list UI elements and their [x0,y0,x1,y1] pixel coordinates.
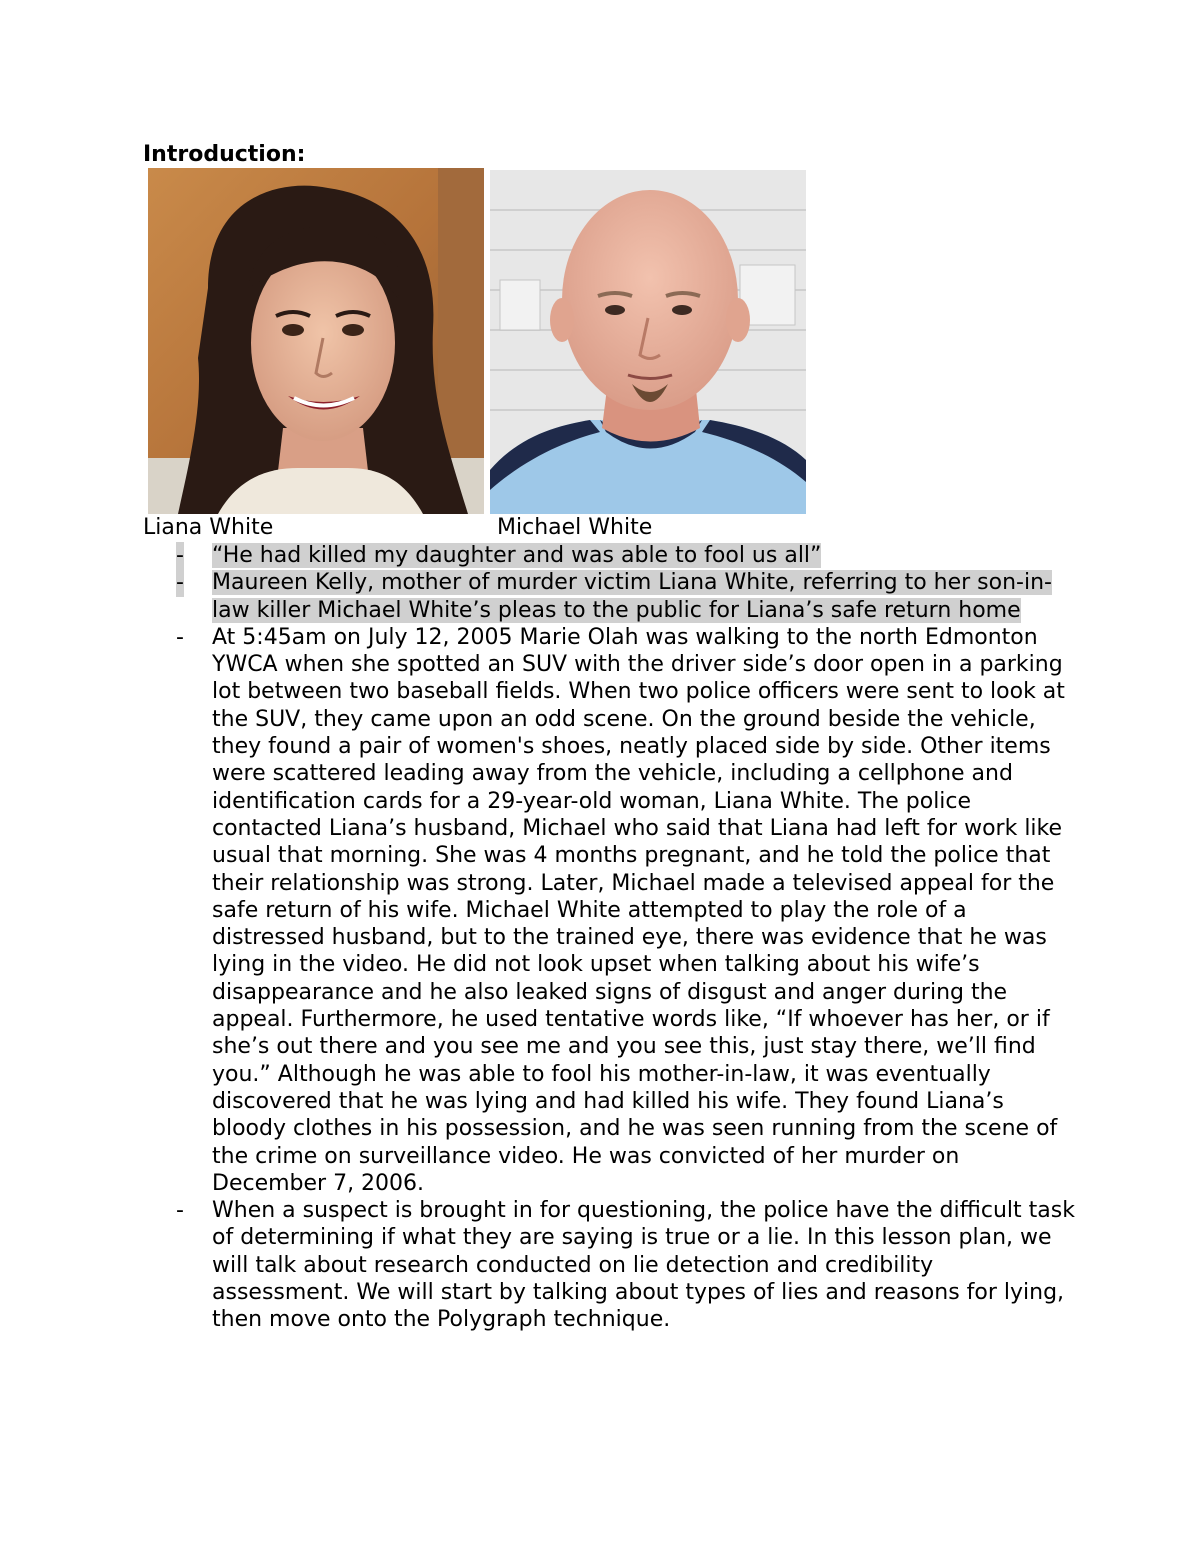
bullet-dash: - [176,624,184,650]
liana-white-photo [148,168,484,514]
bullet-dash: - [176,543,184,568]
liana-white-caption: Liana White [143,515,274,540]
portrait-photo-icon [490,170,806,514]
bullet-dash: - [176,1198,184,1224]
lesson-overview-paragraph: When a suspect is brought in for questioning, the police have the difficult task of determining if what they are saying is true or a lie. In this lesson plan, we will talk about research conducted on lie detection and credibility assessment. We will start by talking about types of lies and reasons for lying, then move onto the Polygraph technique. [212,1198,1075,1333]
michael-white-caption: Michael White [497,515,653,540]
case-summary-paragraph: At 5:45am on July 12, 2005 Marie Olah was walking to the north Edmonton YWCA when she spotted an SUV with the driver side’s door open in a parking lot between two baseball fields. When two police officers were sent to look at the SUV, they came upon an odd scene. On the ground beside the vehicle, they found a pair of women's shoes, neatly placed side by side. Other items were scattered leading away from the vehicle, including a cellphone and identification cards for a 29-year-old woman, Liana White. The police contacted Liana’s husband, Michael who said that Liana had left for work like usual that morning. She was 4 months pregnant, and he told the police that their relationship was strong. Later, Michael made a televised appeal for the safe return of his wife. Michael White attempted to play the role of a distressed husband, but to the trained eye, there was evidence that he was lying in the video. He did not look upset when talking about his wife’s disappearance and he also leaked signs of disgust and anger during the appeal. Furthermore, he used tentative words like, “If whoever has her, or if she’s out there and you see me and you see this, just stay there, we’ll find you.” Although he was able to fool his mother-in-law, it was eventually discovered that he was lying and had killed his wife. They found Liana’s bloody clothes in his possession, and he was seen running from the scene of the crime on surveillance video. He was convicted of her murder on December 7, 2006. [212,624,1065,1196]
list-item [176,1197,1076,1333]
portrait-photo-icon [148,168,484,514]
bullet-list [176,542,1076,1334]
list-item [176,569,1076,624]
bullet-dash: - [176,570,184,596]
list-item [176,624,1076,1197]
quote-attribution: Maureen Kelly, mother of murder victim Liana White, referring to her son-in-law killer Michael White’s pleas to the public for Liana’s safe return home [212,570,1052,623]
quote-text: “He had killed my daughter and was able to fool us all” [212,543,822,568]
section-heading: Introduction: [143,142,306,167]
michael-white-photo [490,170,806,514]
list-item [176,542,1076,569]
